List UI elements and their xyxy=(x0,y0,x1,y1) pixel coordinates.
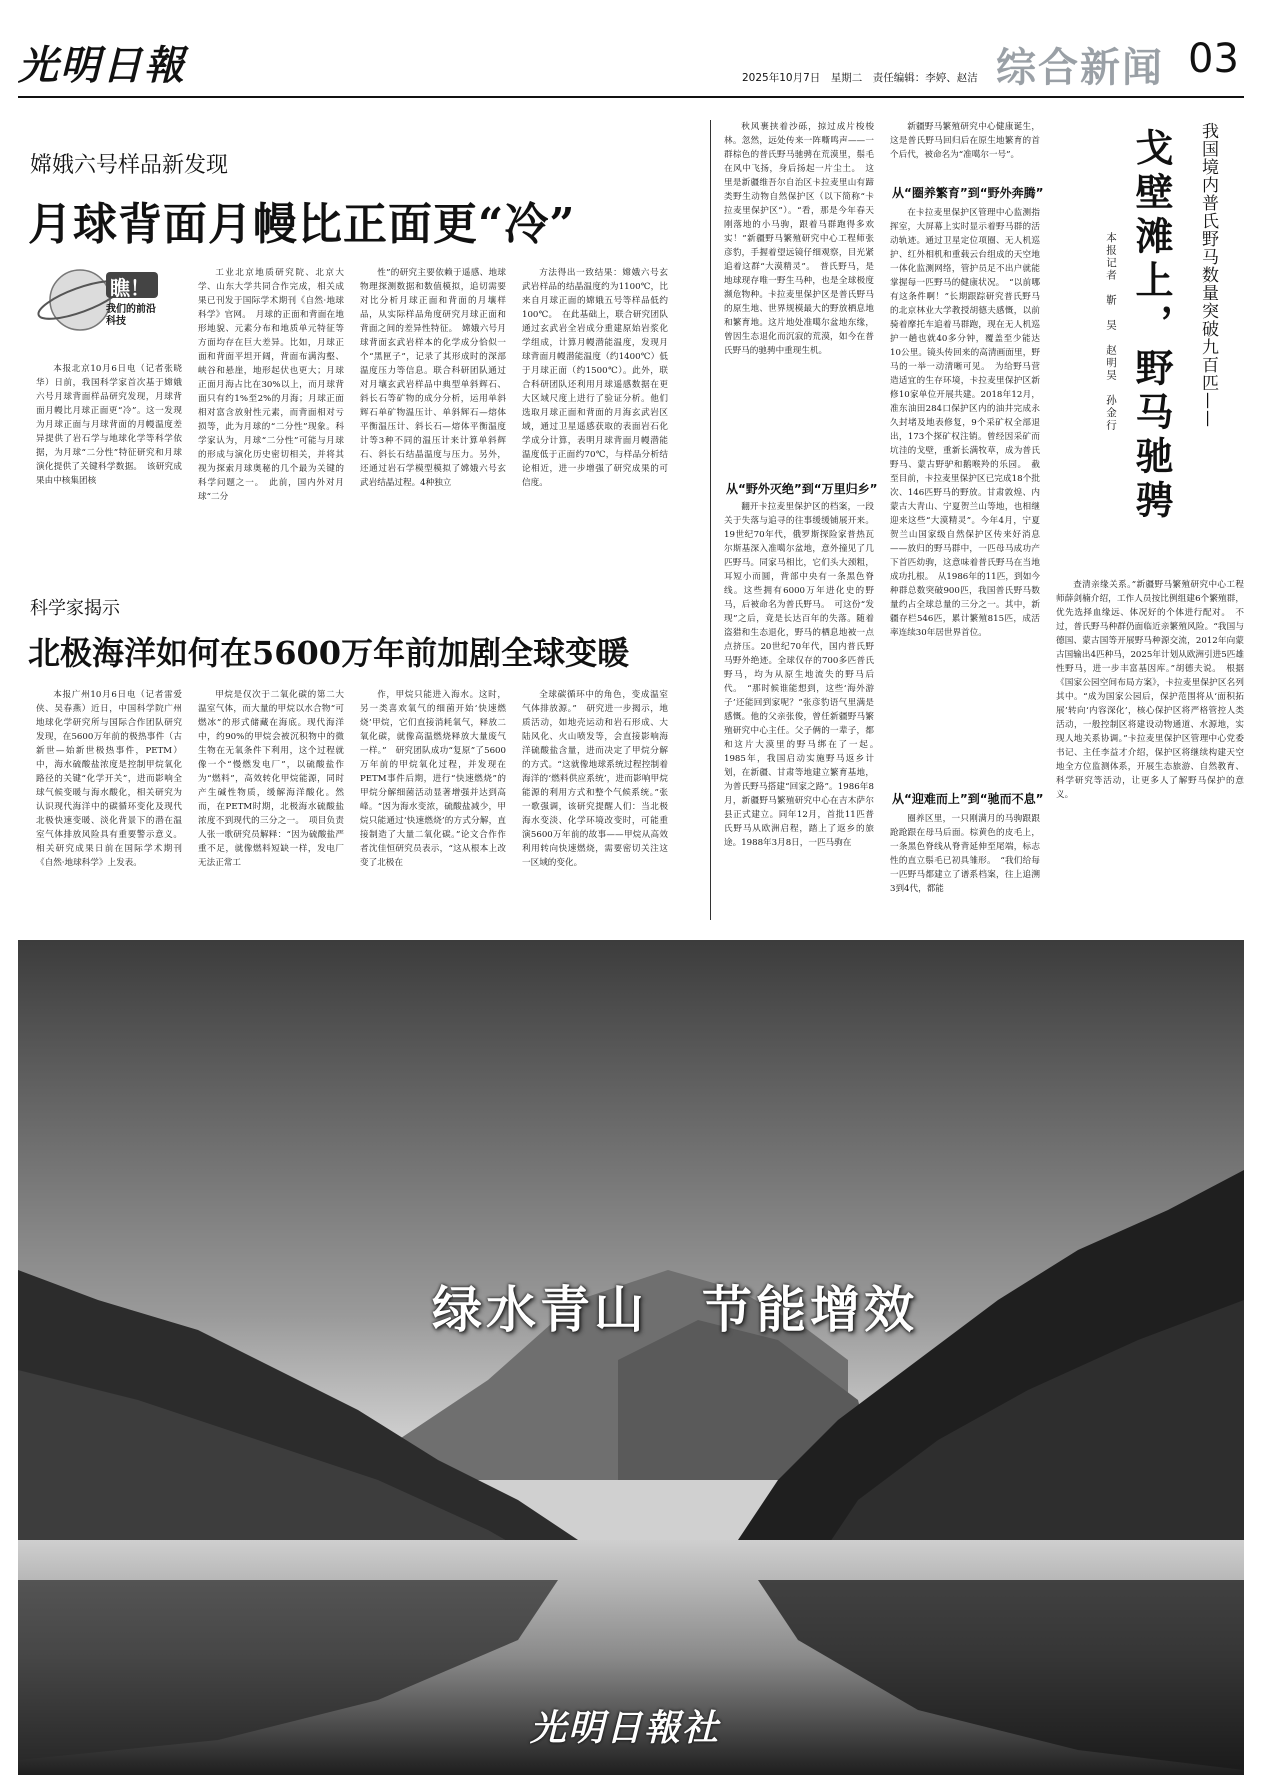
article2-column-3: 作，甲烷只能进入海水。这时，另一类喜欢氧气的细菌开始‘快速燃烧’甲烷，它们直接消耗氧气，释放二氧化碳，就像高温燃烧释放大量废气一样。” 研究团队成功“复原”了5600万年前的甲烷氧化过程，并发现在PETM事件后期，进行“快速燃烧”的甲烷分解细菌活动显著增强并达到高峰。“因为海水变浓，硫酸盐减少，甲烷只能通过‘快速燃烧’的方式分解，直接制造了大量二氧化碳。”论文合作作者沈佳恒研究员表示，“这从根本上改变了北极在 xyxy=(360,690,506,868)
article3-subhead-3: 从“迎难而上”到“驰而不息” xyxy=(892,792,1044,806)
mountain-lake-image xyxy=(18,940,1244,1775)
article1-kicker: 嫦娥六号样品新发现 xyxy=(30,153,229,178)
article3-column-3: 查清亲缘关系。”新疆野马繁殖研究中心工程师薛剑楠介绍，工作人员按比例组建6个繁殖群，优先选择血缘远、体况好的个体进行配对。 不过，普氏野马种群仍面临近亲繁殖风险。“我国与德国、蒙古国等开展野马种源交流，2012年向蒙古国输出4匹种马，2025年计划从欧洲引进5匹雄性野马，进一步丰富基因库。”胡德夫说。 根据《国家公园空间布局方案》，卡拉麦里保护区名列其中。“成为国家公园后，保护范围将从‘面积拓展’转向‘内容深化’，核心保护区将严格管控人类活动，一般控制区将建设动物通道、水源地，实现人地关系协调。”卡拉麦里保护区管理中心党委书记、主任李益才介绍，保护区将继续构建天空地全方位监测体系，开展生态旅游、自然教育、科学研究等活动，让更多人了解野马保护的意义。 xyxy=(1056,580,1244,800)
article2-column-1: 本报广州10月6日电（记者雷爱侠、吴春燕）近日，中国科学院广州地球化学研究所与国际合作团队研究发现，在5600万年前的极热事件（古新世—始新世极热事件，PETM）中，海水硫酸盐浓度是控制甲烷氧化路径的关键“化学开关”，进而影响全球气候变暖与海水酸化，相关研究为认识现代海洋中的碳循环变化及现代北极快速变暖、淡化背景下的潜在温室气体排放风险具有重要警示意义。相关研究成果日前在国际学术期刊《自然·地球科学》上发表。 xyxy=(36,690,182,868)
article1-column-2: 工业北京地质研究院、北京大学、山东大学共同合作完成，相关成果已刊发于国际学术期刊《自然·地球科学》官网。 月球的正面和背面在地形地貌、元素分布和地质单元特征等方面均存在巨大差异。比如，月球正面和背面平坦开阔，背面布满沟壑、峡谷和悬崖，地形起伏也更大；月球正面月海占比在30%以上，而月球背面只有约1%至2%的月海；月球正面相对富含放射性元素，而背面相对亏损等，此为月球的“二分性”现象。科学家认为，月球“二分性”可能与月球的形成与演化历史密切相关，并将其视为探索月球奥秘的几个最为关键的科学问题之一。 此前，国内外对月球“二分 xyxy=(198,268,344,502)
badge-big-text: 瞧！ xyxy=(110,276,150,300)
article3-byline: 本报记者 靳 昊 赵明昊 孙金行 xyxy=(1105,232,1117,432)
article1-column-1: 本报北京10月6日电（记者张晓华）日前，我国科学家首次基于嫦娥六号月球背面样品研究发现，月球背面月幔比月球正面更“冷”。这一发现为月球正面与月球背面的月幔温度差异提供了岩石学与地球化学等科学依据，为月球“二分性”特征研究和月球演化提供了关键科学数据。 该研究成果由中核集团核 xyxy=(36,364,182,486)
article3-subhead-1: 从“野外灭绝”到“万里归乡” xyxy=(726,482,878,496)
publisher-logo: 光明日報社 xyxy=(530,1707,721,1749)
article3-column-1: 秋风裹挟着沙砾，掠过成片梭梭林。忽然，远处传来一阵嘶鸣声——一群棕色的普氏野马驰骋在荒漠里，鬃毛在风中飞扬，身后扬起一片尘土。 这里是新疆维吾尔自治区卡拉麦里山有蹄类野生动物自然保护区（以下简称“卡拉麦里保护区”）。“看，那是今年春天刚落地的小马驹，跟着马群跑得多欢实！”新疆野马繁殖研究中心工程师张彦豹，手握着望远镜仔细观察，目光紧追着这群“大漠精灵”。 普氏野马，是地球现存唯一野生马种，也是全球极度濒危物种。卡拉麦里保护区是普氏野马的原生地、世界规模最大的野放栖息地和繁育地。这片地处准噶尔盆地东缘，曾因生态退化而沉寂的荒漠，如今在普氏野马的驰骋中重现生机。 xyxy=(724,122,874,356)
column-divider xyxy=(710,120,711,920)
article3-column-2b: 在卡拉麦里保护区管理中心监测指挥室，大屏幕上实时显示着野马群的活动轨迹。通过卫星定位项圈、无人机巡护、红外相机和重载云台组成的天空地一体化监测网络，管护员足不出户就能掌握每一匹野马的健康状况。 “以前哪有这条件啊！”长期跟踪研究普氏野马的北京林业大学教授胡德夫感慨，以前骑着摩托车追着马群跑，现在无人机巡护一趟也就40多分钟，覆盖至少能达10公里。镜头传回来的高清画面里，野马的一举一动清晰可见。 为给野马营造适宜的生存环境，卡拉麦里保护区新修10家单位开展共建。2018年12月，准东油田284口保护区内的油井完成永久封堵及地表修复，9个采矿权全部退出，173个探矿权注销。曾经因采矿而坑洼的戈壁，重新长满牧草，成为普氏野马、蒙古野驴和鹅喉羚的乐园。 截至目前，卡拉麦里保护区已完成18个批次、146匹野马的野放。甘肃敦煌、内蒙古大青山、宁夏贺兰山等地，也相继迎来这些“大漠精灵”。今年4月，宁夏贺兰山国家级自然保护区传来好消息——放归的野马群中，一匹母马成功产下首匹幼驹，这意味着普氏野马在当地成功扎根。 从1986年的11匹，到如今种群总数突破900匹，我国普氏野马数量约占全球总量的三分之一。其中，新疆存栏546匹，累计繁殖815匹，成活率连续30年居世界首位。 xyxy=(890,208,1040,638)
article2-kicker: 科学家揭示 xyxy=(30,598,120,619)
date-editor-line: 2025年10月7日 星期二 责任编辑：李婷、赵洁 xyxy=(742,72,978,84)
badge-small-text: 我们的前沿科技 xyxy=(106,304,156,327)
masthead-rule xyxy=(18,96,1244,98)
article2-column-4: 全球碳循环中的角色，变成温室气体排放源。” 研究进一步揭示，地质活动，如地壳运动和岩石形成、大陆风化、火山喷发等，会直接影响海洋硫酸盐含量，进而决定了甲烷分解的方式。“这就像地球系统过程控制着海洋的‘燃料供应系统’，进而影响甲烷能源的利用方式和整个气候系统。”张一歌强调，该研究提醒人们：当北极海水变淡、化学环境改变时，可能重演5600万年前的故事——甲烷从高效利用转向快速燃烧，需要密切关注这一区域的变化。 xyxy=(522,690,668,868)
article1-headline: 月球背面月幔比正面更“冷” xyxy=(28,199,576,250)
article3-column-1b: 翻开卡拉麦里保护区的档案，一段关于失落与追寻的往事缓缓铺展开来。19世纪70年代，俄罗斯探险家普热瓦尔斯基深入准噶尔盆地，意外撞见了几匹野马。同家马相比，它们头大颈粗，耳短小而圆，背部中央有一条黑色脊线。这些拥有6000万年进化史的野马，后被命名为普氏野马。 可这份“发现”之后，竟是长达百年的失落。随着盗猎和生态退化，野马的栖息地被一点点挤压。20世纪70年代，国内普氏野马野外绝迹。全球仅存的700多匹普氏野马，均为从原生地流失的野马后代。 “那时候谁能想到，这些‘海外游子’还能回到家呢？”张彦豹语气里满是感慨。他的父亲张俊，曾任新疆野马繁殖研究中心主任。父子俩的一辈子，都和这片大漠里的野马绑在了一起。 1985年，我国启动实施野马返乡计划，在新疆、甘肃等地建立繁育基地，为普氏野马搭建“回家之路”。1986年8月，新疆野马繁殖研究中心在吉木萨尔县正式建立。同年12月，首批11匹普氏野马从欧洲启程，踏上了返乡的旅途。1988年3月8日，一匹马驹在 xyxy=(724,502,883,848)
article2-column-2: 甲烷是仅次于二氧化碳的第二大温室气体，而大量的甲烷以水合物“可燃冰”的形式储藏在海底。现代海洋中，约90%的甲烷会被沉积物中的微生物在无氧条件下利用，这个过程就像一个“慢燃发电厂”，以硫酸盐作为“燃料”，高效转化甲烷能源，同时产生碱性物质，缓解海洋酸化。然而，在PETM时期，北极海水硫酸盐浓度不到现代的三分之一。 项目负责人张一歌研究员解释：“因为硫酸盐严重不足，就像燃料短缺一样，发电厂无法正常工 xyxy=(198,690,344,868)
front-science-badge xyxy=(44,258,166,340)
newspaper-logo: 光明日報 xyxy=(18,42,186,89)
page-number: 03 xyxy=(1188,36,1239,82)
article1-column-3: 性”的研究主要依赖于遥感、地球物理探测数据和数值模拟，追切需要对比分析月球正面和背面的月壤样品，从实际样品角度研究月球正面和背面之间的差异性特征。 嫦娥六号月球背面玄武岩样本的化学成分恰似一个“黑匣子”，记录了其形成时的深部温度压力等信息。联合科研团队通过对月壤玄武岩样品中典型单斜辉石、斜长石等矿物的成分分析，运用单斜辉石单矿物温压计、单斜辉石—熔体平衡温压计、斜长石—熔体平衡温度计等3种不同的温压计来计算单斜辉石、斜长石结晶温度与压力。另外，还通过岩石学模型模拟了嫦娥六号玄武岩结晶过程。4种独立 xyxy=(360,268,506,488)
article3-subhead-2: 从“圈养繁育”到“野外奔腾” xyxy=(892,186,1044,200)
landscape-photo xyxy=(18,940,1244,1775)
article2-headline: 北极海洋如何在5600万年前加剧全球变暖 xyxy=(28,634,630,672)
article3-column-2: 新疆野马繁殖研究中心健康诞生，这是普氏野马回归后在原生地繁育的首个后代，被命名为“准噶尔一号”。 xyxy=(890,122,1040,160)
article1-column-4: 方法得出一致结果：嫦娥六号玄武岩样品的结晶温度约为1100℃，比来自月球正面的嫦娥五号等样品低约100℃。 在此基础上，联合研究团队通过玄武岩全岩成分重建原始岩浆化学组成，计算月幔潜能温度，发现月球背面月幔潜能温度（约1400℃）低于月球正面（约1500℃）。此外，联合科研团队还利用月球遥感数据在更大区域尺度上进行了验证分析。他们选取月球正面和背面的月海玄武岩区域，通过卫星遥感获取的表面岩石化学成分计算，表明月球背面月幔潜能温度低于正面约70℃，与样品分析结论相近，进一步增强了研究成果的可信度。 xyxy=(522,268,668,488)
article3-deck: 我国境内普氏野马数量突破九百匹—— xyxy=(1198,122,1218,428)
article3-column-2c: 圈养区里，一只刚满月的马驹跟跟跄跄跟在母马后面。棕黄色的皮毛上，一条黑色脊线从脊背延伸至尾端，标志性的直立鬃毛已初具雏形。 “我们给每一匹野马都建立了谱系档案，往上追溯3到4代，都能 xyxy=(890,814,1040,894)
photo-caption: 绿水青山 节能增效 xyxy=(432,1281,918,1339)
article3-title: 戈壁滩上，野马驰骋 xyxy=(1129,128,1174,524)
section-title: 综合新闻 xyxy=(996,45,1164,91)
